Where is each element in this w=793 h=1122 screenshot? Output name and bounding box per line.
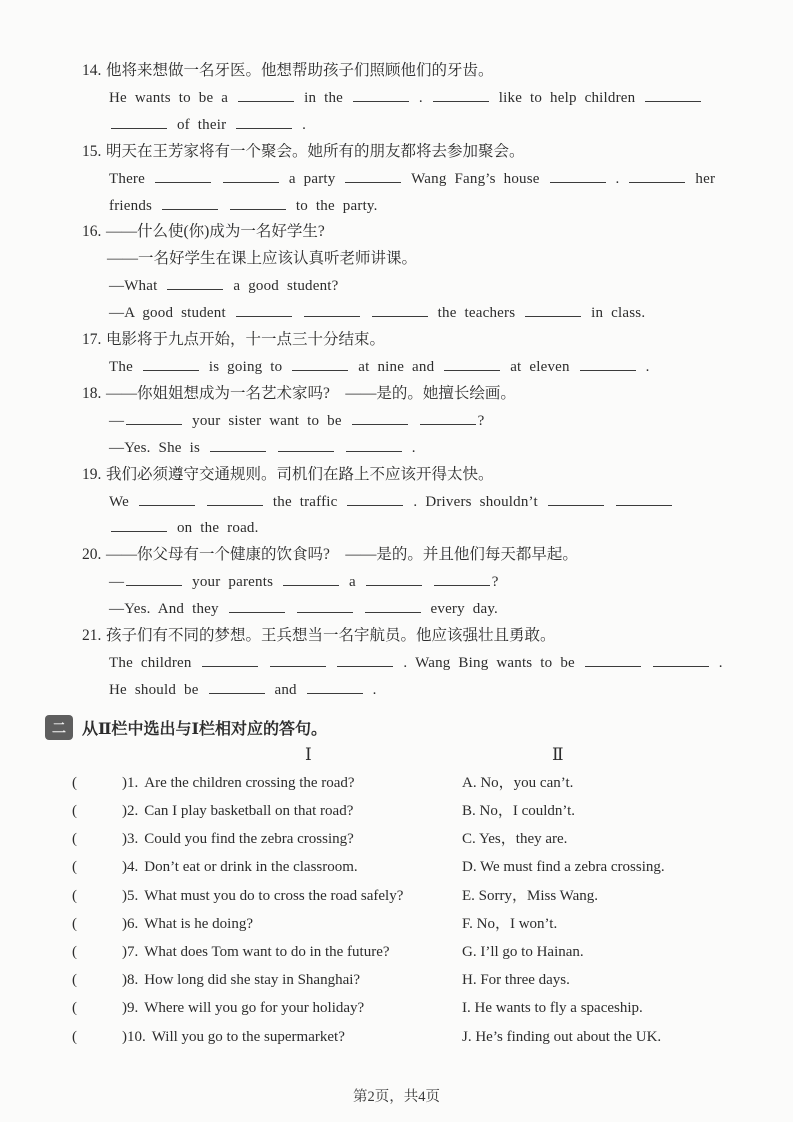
question-text: Where will you go for your holiday?: [144, 1000, 365, 1017]
fill-in-blank[interactable]: [580, 358, 636, 371]
fill-in-blank[interactable]: [270, 654, 326, 667]
close-paren-number: )10.: [122, 1028, 146, 1045]
fill-in-blank[interactable]: [352, 412, 408, 425]
english-fill-line: — your sister want to be ?: [109, 412, 485, 429]
fill-in-blank[interactable]: [236, 304, 292, 317]
answer-slot[interactable]: [84, 803, 122, 815]
answer-slot-paren[interactable]: (: [72, 1028, 77, 1045]
match-question: [72, 825, 462, 853]
item-number: 15.: [82, 142, 102, 160]
question-text: Are the children crossing the road?: [144, 774, 355, 791]
answer-slot[interactable]: [84, 944, 122, 956]
question-text: Don’t eat or drink in the classroom.: [144, 859, 358, 876]
question-text: Could you find the zebra crossing?: [144, 831, 354, 848]
english-fill-line: friends to the party.: [109, 197, 378, 214]
answer-slot[interactable]: [84, 775, 122, 787]
question-item-19: [0, 462, 793, 543]
fill-in-blank[interactable]: [162, 197, 218, 210]
column-one-header: Ⅰ: [305, 744, 312, 764]
match-question: [72, 797, 462, 825]
answer-slot[interactable]: [84, 972, 122, 984]
fill-in-blank[interactable]: [307, 681, 363, 694]
fill-in-blank[interactable]: [202, 654, 258, 667]
fill-in-blank[interactable]: [347, 493, 403, 506]
fill-in-blank[interactable]: [548, 493, 604, 506]
question-text: What must you do to cross the road safely?: [144, 887, 404, 904]
answer-option: H. For three days.: [462, 972, 570, 989]
answer-slot-paren[interactable]: (: [72, 943, 77, 960]
fill-in-blank[interactable]: [111, 519, 167, 532]
answer-option: D. We must find a zebra crossing.: [462, 859, 665, 876]
fill-in-blank[interactable]: [525, 304, 581, 317]
english-fill-line: — your parents a ?: [109, 574, 499, 591]
question-text: Will you go to the supermarket?: [151, 1028, 345, 1045]
answer-slot[interactable]: [84, 1029, 122, 1041]
fill-in-blank[interactable]: [283, 573, 339, 586]
fill-in-blank[interactable]: [210, 439, 266, 452]
fill-in-blank[interactable]: [229, 600, 285, 613]
fill-in-blank[interactable]: [126, 412, 182, 425]
chinese-sentence: 电影将于九点开始，十一点三十分结束。: [106, 331, 386, 349]
item-chinese-line: [0, 462, 793, 489]
english-fill-line: on the road.: [0, 515, 793, 542]
question-item-20: [0, 542, 793, 623]
fill-in-blank[interactable]: [223, 170, 279, 183]
item-chinese-line: [0, 381, 793, 408]
match-row-10: [0, 1023, 793, 1051]
fill-in-blank[interactable]: [297, 600, 353, 613]
answer-slot[interactable]: [84, 831, 122, 843]
close-paren-number: )8.: [122, 972, 139, 989]
fill-in-blank[interactable]: [155, 170, 211, 183]
answer-slot-paren[interactable]: (: [72, 915, 77, 932]
match-row-4: [0, 853, 793, 881]
fill-in-blank[interactable]: [444, 358, 500, 371]
question-item-15: [0, 139, 793, 220]
fill-in-blank[interactable]: [139, 493, 195, 506]
item-number: 21.: [82, 627, 102, 645]
question-text: What is he doing?: [144, 915, 253, 932]
fill-in-blank[interactable]: [346, 439, 402, 452]
answer-option: J. He’s finding out about the UK.: [462, 1028, 662, 1045]
chinese-sentence: ——你姐姐想成为一名艺术家吗? ——是的。她擅长绘画。: [106, 384, 516, 402]
close-paren-number: )7.: [122, 943, 139, 960]
english-fill-line: We the traffic . Drivers shouldn’t: [0, 489, 793, 516]
matching-section: [0, 713, 793, 1051]
close-paren-number: )1.: [122, 774, 139, 791]
fill-in-blank[interactable]: [230, 197, 286, 210]
chinese-sentence: 我们必须遵守交通规则。司机们在路上不应该开得太快。: [106, 465, 494, 483]
match-question: [72, 1023, 462, 1051]
fill-in-blank[interactable]: [345, 170, 401, 183]
answer-option: F. No，I won’t.: [462, 915, 558, 932]
item-number: 14.: [82, 62, 102, 79]
fill-in-blank[interactable]: [550, 170, 606, 183]
english-fill-line: The is going to at nine and at eleven .: [109, 358, 650, 375]
item-chinese-line: [0, 623, 793, 650]
fill-in-blank[interactable]: [167, 277, 223, 290]
match-row-5: [0, 882, 793, 910]
fill-in-blank[interactable]: [209, 681, 265, 694]
answer-slot[interactable]: [84, 859, 122, 871]
english-fill-line: —What a good student?: [109, 278, 339, 295]
english-fill-line: There a party Wang Fang’s house . her: [109, 170, 716, 187]
question-item-18: [0, 381, 793, 462]
item-number: 18.: [82, 384, 102, 402]
answer-option: I. He wants to fly a spaceship.: [462, 1000, 643, 1017]
column-headers: [0, 743, 793, 769]
english-fill-line: The children . Wang Bing wants to be .: [109, 654, 723, 671]
match-row-2: [0, 797, 793, 825]
english-fill-line: —Yes. She is .: [109, 439, 416, 456]
english-fill-line: of their .: [0, 112, 793, 139]
answer-option: B. No，I couldn’t.: [462, 802, 576, 819]
question-item-16: [0, 219, 793, 327]
answer-slot-paren[interactable]: (: [72, 1000, 77, 1017]
fill-in-blank[interactable]: [653, 654, 709, 667]
answer-slot-paren[interactable]: (: [72, 831, 77, 848]
item-chinese-line: [0, 58, 793, 85]
item-number: 20.: [82, 546, 102, 564]
answer-slot[interactable]: [84, 916, 122, 928]
fill-in-blank[interactable]: [629, 170, 685, 183]
english-fill-line: He wants to be a in the . like to help children: [0, 85, 793, 112]
fill-in-blank[interactable]: [278, 439, 334, 452]
answer-slot[interactable]: [84, 888, 122, 900]
match-question: [72, 994, 462, 1022]
question-item-14: [0, 58, 793, 139]
question-text: How long did she stay in Shanghai?: [144, 972, 361, 989]
answer-slot-paren[interactable]: (: [72, 774, 77, 791]
chinese-sentence: ——你父母有一个健康的饮食吗? ——是的。并且他们每天都早起。: [106, 546, 578, 564]
section-two-badge: 二: [45, 715, 73, 740]
match-question: [72, 938, 462, 966]
item-chinese-line: [0, 219, 793, 246]
fill-in-blank[interactable]: [304, 304, 360, 317]
close-paren-number: )2.: [122, 802, 139, 819]
item-number: 17.: [82, 331, 102, 349]
english-fill-line: —A good student the teachers in class.: [109, 305, 646, 322]
fill-in-blank[interactable]: [111, 116, 167, 129]
match-question: [72, 882, 462, 910]
question-item-17: [0, 327, 793, 381]
chinese-sentence: ——什么使(你)成为一名好学生?: [106, 223, 325, 241]
match-row-9: [0, 994, 793, 1022]
answer-option: E. Sorry，Miss Wang.: [462, 887, 599, 904]
item-chinese-line: [0, 542, 793, 569]
fill-in-blank[interactable]: [236, 116, 292, 129]
fill-in-blank[interactable]: [645, 89, 701, 102]
answer-option: G. I’ll go to Hainan.: [462, 943, 584, 960]
english-fill-line: —Yes. And they every day.: [109, 601, 499, 618]
item-chinese-line: [0, 139, 793, 166]
fill-in-blank[interactable]: [238, 89, 294, 102]
section-two-header: [0, 713, 793, 743]
fill-in-blank[interactable]: [143, 358, 199, 371]
answer-slot-paren[interactable]: (: [72, 972, 77, 989]
match-question: [72, 853, 462, 881]
close-paren-number: )5.: [122, 887, 139, 904]
section-two-title: 从Ⅱ栏中选出与Ⅰ栏相对应的答句。: [82, 721, 327, 739]
answer-slot[interactable]: [84, 1000, 122, 1012]
item-number: 16.: [82, 223, 102, 241]
fill-in-blank[interactable]: [365, 600, 421, 613]
fill-in-blank[interactable]: [337, 654, 393, 667]
fill-in-blank[interactable]: [433, 89, 489, 102]
fill-in-blank[interactable]: [616, 493, 672, 506]
question-text: What does Tom want to do in the future?: [144, 943, 390, 960]
close-paren-number: )4.: [122, 859, 139, 876]
answer-slot-paren[interactable]: (: [72, 887, 77, 904]
answer-slot-paren[interactable]: (: [72, 802, 77, 819]
match-row-7: [0, 938, 793, 966]
close-paren-number: )9.: [122, 1000, 139, 1017]
fill-in-blank[interactable]: [585, 654, 641, 667]
answer-option: A. No，you can’t.: [462, 774, 574, 791]
match-row-6: [0, 910, 793, 938]
fill-in-blank[interactable]: [434, 573, 490, 586]
match-row-1: [0, 769, 793, 797]
close-paren-number: )3.: [122, 831, 139, 848]
column-two-header: Ⅱ: [552, 744, 564, 764]
english-fill-line: He should be and .: [109, 681, 377, 698]
fill-in-blank[interactable]: [207, 493, 263, 506]
match-row-8: [0, 966, 793, 994]
chinese-sentence: 明天在王芳家将有一个聚会。她所有的朋友都将去参加聚会。: [106, 142, 525, 160]
match-row-3: [0, 825, 793, 853]
fill-in-blank[interactable]: [292, 358, 348, 371]
match-question: [72, 966, 462, 994]
answer-slot-paren[interactable]: (: [72, 859, 77, 876]
chinese-sentence: 他将来想做一名牙医。他想帮助孩子们照顾他们的牙齿。: [106, 62, 494, 79]
item-chinese-line: [0, 327, 793, 354]
chinese-sentence: 孩子们有不同的梦想。王兵想当一名宇航员。他应该强壮且勇敢。: [106, 627, 556, 645]
fill-in-blank[interactable]: [353, 89, 409, 102]
item-chinese-line: ——一名好学生在课上应该认真听老师讲课。: [107, 250, 418, 268]
match-question: [72, 769, 462, 797]
item-number: 19.: [82, 465, 102, 483]
close-paren-number: )6.: [122, 915, 139, 932]
fill-in-blank[interactable]: [420, 412, 476, 425]
match-question: [72, 910, 462, 938]
fill-in-blank[interactable]: [126, 573, 182, 586]
answer-option: C. Yes，they are.: [462, 831, 568, 848]
fill-in-blank[interactable]: [372, 304, 428, 317]
question-text: Can I play basketball on that road?: [144, 802, 354, 819]
fill-in-blank[interactable]: [366, 573, 422, 586]
page-number: 第2页，共4页: [353, 1089, 440, 1105]
question-item-21: [0, 623, 793, 704]
